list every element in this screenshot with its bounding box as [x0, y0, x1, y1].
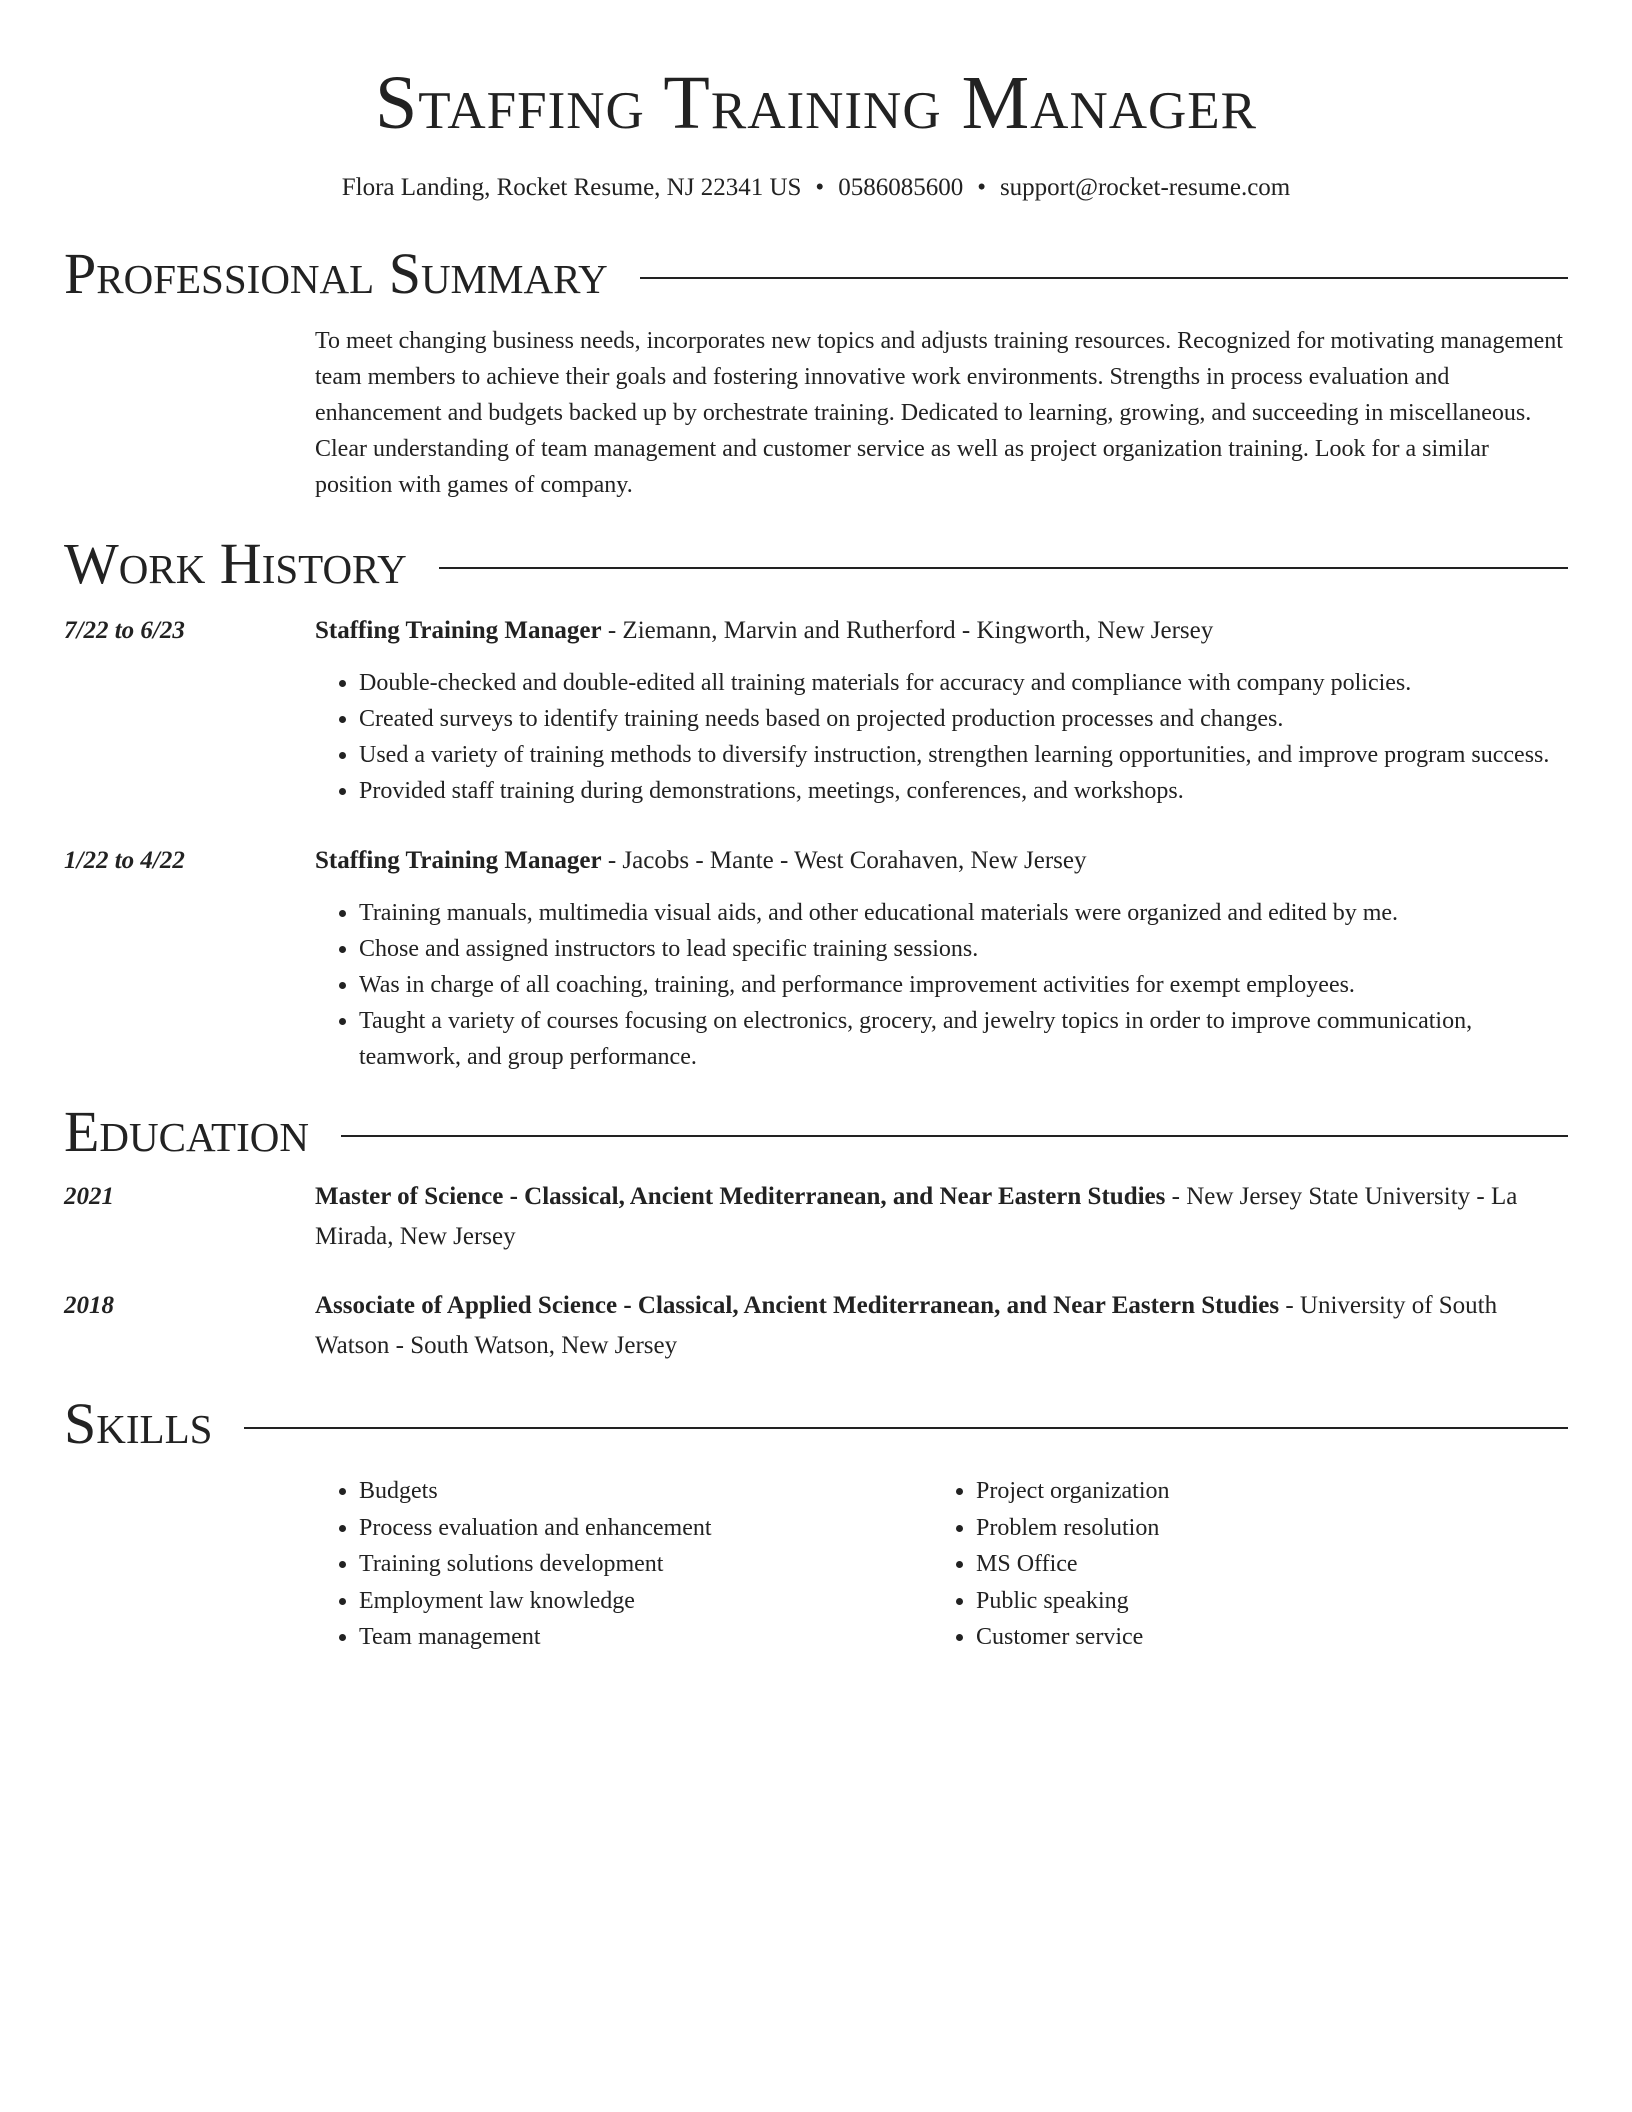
skill-item: • Training solutions development: [359, 1546, 932, 1583]
job-bullet: • Provided staff training during demonstrations, meetings, conferences, and workshops.: [359, 773, 1568, 809]
skill-item: • Budgets: [359, 1473, 932, 1510]
skill-item: • Process evaluation and enhancement: [359, 1510, 932, 1547]
skill-item: • Project organization: [976, 1473, 1549, 1510]
education-details: - New Jersey State University - La Mirada, New Jersey: [315, 1183, 1518, 1250]
job-entry: [64, 841, 1568, 1075]
work-section-title: Work History: [64, 531, 407, 596]
job-bullet: • Double-checked and double-edited all training materials for accuracy and compliance with company policies.: [359, 665, 1568, 701]
job-bullet: • Was in charge of all coaching, training, and performance improvement activities for exempt employees.: [359, 967, 1568, 1003]
contact-line: [64, 170, 1568, 206]
education-headline: [315, 1286, 1568, 1366]
section-divider: [244, 1427, 1568, 1429]
contact-phone: 0586085600: [838, 174, 964, 201]
skills-section-title: Skills: [64, 1391, 213, 1456]
summary-section-title: Professional Summary: [64, 241, 608, 306]
job-headline: [315, 841, 1568, 881]
job-bullets: [315, 895, 1568, 1075]
skill-item: • MS Office: [976, 1546, 1549, 1583]
section-divider: [439, 567, 1568, 569]
contact-separator: •: [815, 174, 825, 201]
job-entry: [64, 611, 1568, 809]
job-dates: 1/22 to 4/22: [64, 847, 185, 874]
contact-separator: •: [977, 174, 986, 201]
job-role: Staffing Training Manager: [315, 847, 602, 874]
education-details: - University of South Watson - South Watson, New Jersey: [315, 1292, 1498, 1359]
job-bullet: • Training manuals, multimedia visual aids, and other educational materials were organized and edited by me.: [359, 895, 1568, 931]
job-bullets: [315, 665, 1568, 809]
job-bullet: • Used a variety of training methods to diversify instruction, strengthen learning opportunities, and improve program success.: [359, 737, 1568, 773]
job-details: - Jacobs - Mante - West Corahaven, New Jersey: [601, 847, 1087, 874]
section-divider: [341, 1135, 1568, 1137]
summary-section-header: [64, 239, 1568, 309]
section-divider: [640, 277, 1568, 279]
education-section-header: [64, 1097, 1568, 1167]
education-entry: [64, 1286, 1568, 1366]
education-year: 2018: [64, 1292, 114, 1319]
job-dates: 7/22 to 6/23: [64, 617, 185, 644]
skill-item: • Employment law knowledge: [359, 1583, 932, 1620]
education-year: 2021: [64, 1183, 114, 1210]
job-role: Staffing Training Manager: [315, 617, 602, 644]
job-headline: [315, 611, 1568, 651]
resume-name: Staffing Training Manager: [374, 61, 1258, 145]
education-headline: [315, 1177, 1568, 1257]
education-degree: Associate of Applied Science - Classical, Ancient Mediterranean, and Near Eastern Studies: [315, 1292, 1280, 1319]
education-degree: Master of Science - Classical, Ancient Mediterranean, and Near Eastern Studies: [315, 1183, 1166, 1210]
work-section-header: [64, 529, 1568, 599]
contact-email: support@rocket-resume.com: [999, 174, 1291, 201]
skills-column-left: [315, 1473, 932, 1656]
education-section-title: Education: [64, 1099, 309, 1164]
education-entry: [64, 1177, 1568, 1257]
job-body: [315, 841, 1568, 1075]
skill-item: • Customer service: [976, 1619, 1549, 1656]
skills-column-right: [932, 1473, 1549, 1656]
contact-address: Flora Landing, Rocket Resume, NJ 22341 US: [341, 174, 802, 201]
job-bullet: • Taught a variety of courses focusing on electronics, grocery, and jewelry topics in order to improve communication, teamwork, and group performance.: [359, 1003, 1568, 1075]
skill-item: • Problem resolution: [976, 1510, 1549, 1547]
job-details: - Ziemann, Marvin and Rutherford - Kingworth, New Jersey: [601, 617, 1214, 644]
job-bullet: • Created surveys to identify training needs based on projected production processes and changes.: [359, 701, 1568, 737]
job-bullet: • Chose and assigned instructors to lead specific training sessions.: [359, 931, 1568, 967]
resume-page: [64, 0, 1568, 1656]
job-body: [315, 611, 1568, 809]
summary-text: To meet changing business needs, incorporates new topics and adjusts training resources. Recognized for motivating management team members to achieve their goals and fostering innovative work environments. Strengths in process evaluation and enhancement and budgets backed up by orchestrate training. Dedicated to learning, growing, and succeeding in miscellaneous. Clear understanding of team management and customer service as well as project organization training. Look for a similar position with games of company.: [315, 328, 1563, 498]
skills-section-header: [64, 1389, 1568, 1459]
skill-item: • Team management: [359, 1619, 932, 1656]
skills-list: [315, 1473, 1568, 1656]
skill-item: • Public speaking: [976, 1583, 1549, 1620]
